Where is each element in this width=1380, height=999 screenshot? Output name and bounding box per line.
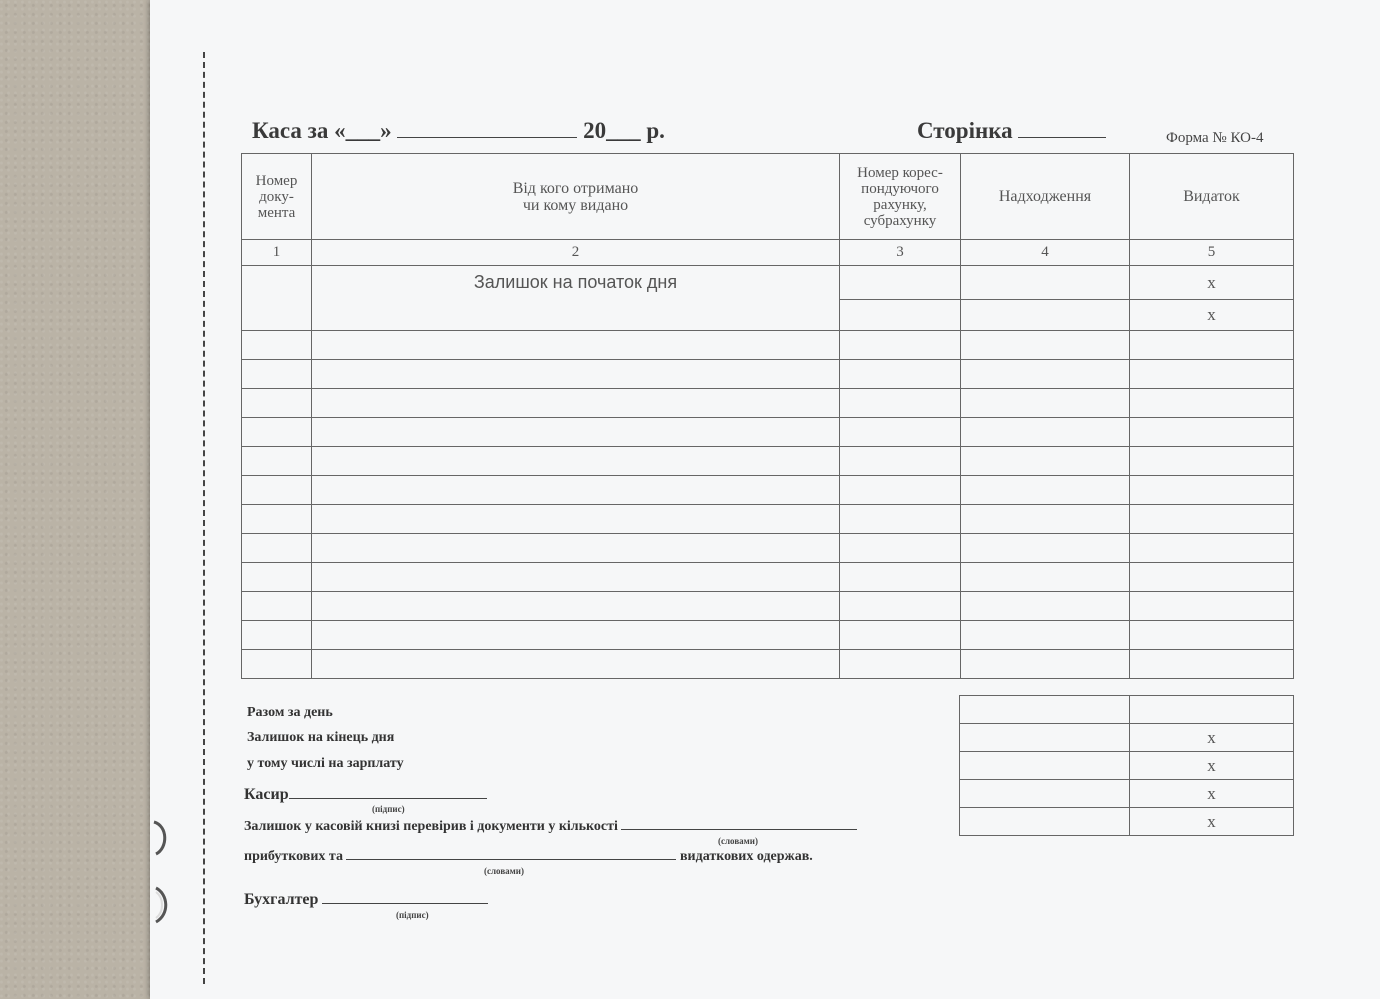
table-row [960, 724, 1294, 752]
doc-number-cell[interactable] [242, 534, 312, 563]
doc-number-cell[interactable] [242, 592, 312, 621]
col-header-expense: Видаток [1130, 154, 1294, 240]
expense-cell[interactable] [1130, 505, 1294, 534]
account-cell[interactable] [840, 505, 961, 534]
doc-number-cell[interactable] [242, 418, 312, 447]
doc-number-cell[interactable] [242, 563, 312, 592]
income-cell[interactable] [961, 563, 1130, 592]
documents-count-blank[interactable] [621, 829, 857, 830]
cash-ledger-table [241, 153, 1294, 679]
col-header-account: Номер корес- пондуючого рахунку, субрахунку [840, 154, 961, 240]
doc-number-cell[interactable] [242, 266, 312, 331]
table-row [242, 418, 1294, 447]
totals-x-mark: х [1130, 752, 1294, 780]
kasa-date-heading [252, 118, 665, 144]
notebook-cover [0, 0, 158, 999]
table-row [960, 780, 1294, 808]
account-cell[interactable] [840, 476, 961, 505]
column-number: 4 [961, 240, 1130, 266]
documents-check-line [244, 819, 857, 835]
page-number-heading [917, 118, 1106, 144]
accountant-signature [244, 891, 488, 909]
counterparty-cell[interactable] [312, 505, 840, 534]
account-cell[interactable] [840, 418, 961, 447]
table-row [960, 808, 1294, 836]
receipts-line [244, 849, 813, 865]
table-row [960, 752, 1294, 780]
table-row [242, 360, 1294, 389]
counterparty-cell[interactable] [312, 650, 840, 679]
account-cell[interactable] [840, 621, 961, 650]
account-cell[interactable] [840, 563, 961, 592]
accountant-signature-line[interactable] [322, 903, 488, 904]
salary-income-cell[interactable] [960, 752, 1130, 780]
counterparty-cell[interactable] [312, 447, 840, 476]
table-row [242, 447, 1294, 476]
table-row [242, 331, 1294, 360]
totals-x-mark: х [1130, 780, 1294, 808]
income-cell[interactable] [961, 447, 1130, 476]
form-number: Форма № КО-4 [1166, 130, 1264, 146]
doc-number-cell[interactable] [242, 331, 312, 360]
table-row [242, 389, 1294, 418]
income-cell[interactable] [961, 300, 1130, 331]
income-text: прибуткових та [244, 849, 343, 864]
counterparty-cell[interactable] [312, 389, 840, 418]
counterparty-cell[interactable] [312, 418, 840, 447]
cashier-signature-line[interactable] [289, 798, 487, 799]
words-caption: (словами) [484, 866, 524, 876]
total-income-cell[interactable] [960, 696, 1130, 724]
totals-cell[interactable] [960, 780, 1130, 808]
account-cell[interactable] [840, 360, 961, 389]
income-cell[interactable] [961, 534, 1130, 563]
account-cell[interactable] [840, 447, 961, 476]
expense-cell[interactable] [1130, 360, 1294, 389]
cashier-label: Касир [244, 786, 289, 803]
closing-balance-label: Залишок на кінець дня [247, 730, 395, 745]
accountant-label: Бухгалтер [244, 891, 319, 908]
account-cell[interactable] [840, 592, 961, 621]
opening-balance-label: Залишок на початок дня [312, 266, 840, 331]
income-cell[interactable] [961, 650, 1130, 679]
col-header-counterparty: Від кого отримано чи кому видано [312, 154, 840, 240]
expense-cell[interactable] [1130, 534, 1294, 563]
col-header-doc-number: Номер доку- мента [242, 154, 312, 240]
ledger-entry-rows [242, 331, 1294, 679]
doc-number-cell[interactable] [242, 360, 312, 389]
cashier-signature [244, 786, 487, 804]
counterparty-cell[interactable] [312, 476, 840, 505]
expense-cell[interactable] [1130, 650, 1294, 679]
expense-cell[interactable] [1130, 621, 1294, 650]
counterparty-cell[interactable] [312, 360, 840, 389]
doc-number-cell[interactable] [242, 476, 312, 505]
income-cell[interactable] [961, 389, 1130, 418]
expense-cell[interactable] [1130, 331, 1294, 360]
signature-caption: (підпис) [372, 804, 405, 814]
doc-number-cell[interactable] [242, 505, 312, 534]
kasa-label: Каса за «___» [252, 118, 392, 143]
doc-number-cell[interactable] [242, 650, 312, 679]
page-label: Сторінка [917, 118, 1013, 143]
doc-number-cell[interactable] [242, 621, 312, 650]
table-row [242, 505, 1294, 534]
doc-number-cell[interactable] [242, 447, 312, 476]
counterparty-cell[interactable] [312, 621, 840, 650]
income-cell[interactable] [961, 360, 1130, 389]
account-cell[interactable] [840, 650, 961, 679]
total-expense-cell[interactable] [1130, 696, 1294, 724]
table-row [242, 476, 1294, 505]
expense-cell[interactable] [1130, 476, 1294, 505]
table-row [242, 650, 1294, 679]
signature-caption: (підпис) [396, 910, 429, 920]
table-row [242, 534, 1294, 563]
column-number: 3 [840, 240, 961, 266]
counterparty-cell[interactable] [312, 534, 840, 563]
account-cell[interactable] [840, 389, 961, 418]
table-row [242, 563, 1294, 592]
income-cell[interactable] [961, 592, 1130, 621]
totals-x-mark: х [1130, 808, 1294, 836]
year-label: 20___ р. [583, 118, 665, 143]
counterparty-cell[interactable] [312, 563, 840, 592]
column-number-row [242, 240, 1294, 266]
expense-text: видаткових одержав. [679, 849, 813, 864]
expense-cell[interactable] [1130, 447, 1294, 476]
account-cell[interactable] [840, 266, 961, 300]
totals-x-mark: х [1130, 724, 1294, 752]
table-header-row [242, 154, 1294, 240]
income-cell[interactable] [961, 621, 1130, 650]
income-count-blank[interactable] [346, 859, 676, 860]
table-row [242, 266, 1294, 300]
account-cell[interactable] [840, 331, 961, 360]
expense-cell[interactable] [1130, 389, 1294, 418]
column-number: 2 [312, 240, 840, 266]
income-cell[interactable] [961, 418, 1130, 447]
total-day-label: Разом за день [247, 705, 333, 720]
table-row [960, 696, 1294, 724]
words-caption: (словами) [718, 836, 758, 846]
table-row [242, 592, 1294, 621]
ledger-page [150, 0, 1380, 999]
month-blank[interactable] [397, 137, 577, 138]
column-number: 1 [242, 240, 312, 266]
expense-cell[interactable] [1130, 418, 1294, 447]
income-cell[interactable] [961, 476, 1130, 505]
page-number-blank[interactable] [1018, 137, 1106, 138]
expense-cell[interactable] [1130, 592, 1294, 621]
income-cell[interactable] [961, 266, 1130, 300]
account-cell[interactable] [840, 534, 961, 563]
expense-x-mark: х [1130, 266, 1294, 300]
account-cell[interactable] [840, 300, 961, 331]
col-header-income: Надходження [961, 154, 1130, 240]
doc-number-cell[interactable] [242, 389, 312, 418]
closing-income-cell[interactable] [960, 724, 1130, 752]
counterparty-cell[interactable] [312, 331, 840, 360]
checked-text: Залишок у касовій книзі перевірив і документи у кількості [244, 819, 618, 834]
binding-staple-icon [150, 818, 172, 928]
column-number: 5 [1130, 240, 1294, 266]
salary-label: у тому числі на зарплату [247, 756, 404, 771]
income-cell[interactable] [961, 505, 1130, 534]
table-row [242, 621, 1294, 650]
expense-x-mark: х [1130, 300, 1294, 331]
income-cell[interactable] [961, 331, 1130, 360]
totals-cell[interactable] [960, 808, 1130, 836]
counterparty-cell[interactable] [312, 592, 840, 621]
expense-cell[interactable] [1130, 563, 1294, 592]
daily-totals-table [959, 695, 1294, 836]
perforation-line [203, 52, 205, 984]
